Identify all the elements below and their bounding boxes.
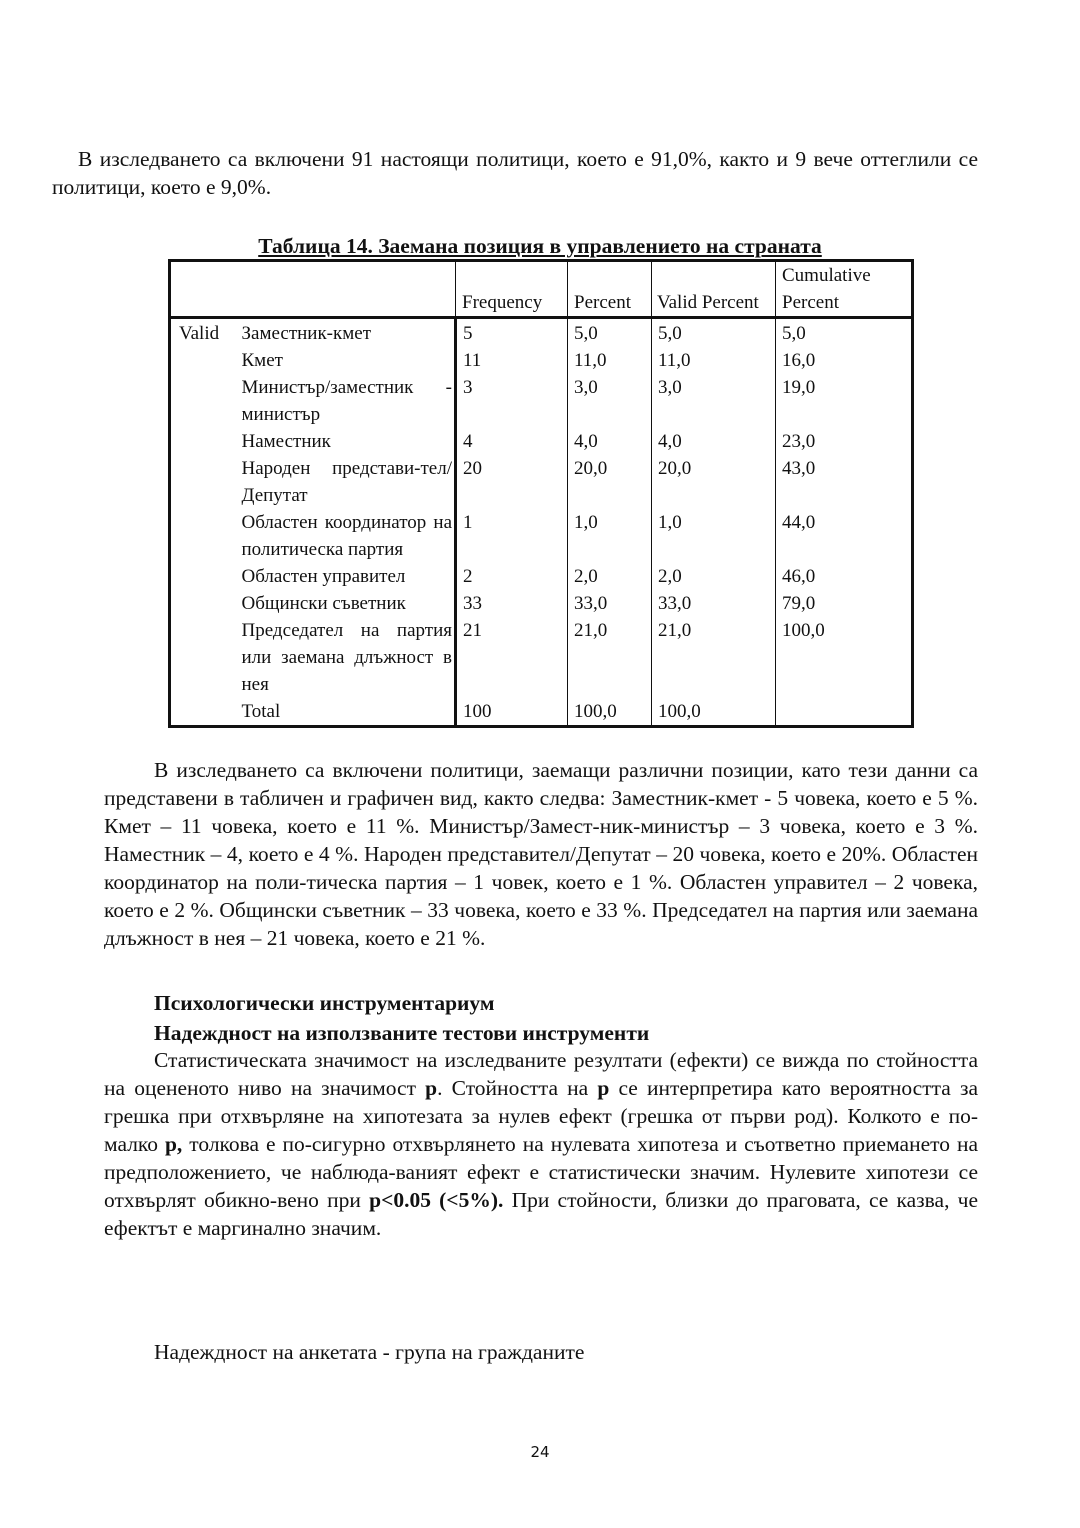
row-label-cell: Наместник [241,431,331,452]
table-row [170,428,913,455]
group-label-cell [170,347,238,374]
row-label-cell: Общински съветник [241,593,406,614]
frequency-cell: 1 [456,509,568,563]
total-percent-cell: 100,0 [568,698,652,727]
group-label-cell [170,428,238,455]
row-label-cell: Кмет [241,350,283,371]
percent-cell: 4,0 [568,428,652,455]
group-label-cell: Valid [179,323,220,344]
cumulative-cell: 46,0 [776,563,913,590]
cumulative-cell: 79,0 [776,590,913,617]
percent-cell: 5,0 [568,318,652,348]
total-frequency-cell: 100 [456,698,568,727]
heading-reliability: Надеждност на използваните тестови инструменти [154,1021,650,1045]
cumulative-cell: 23,0 [776,428,913,455]
percent-cell: 33,0 [568,590,652,617]
header-frequency: Frequency [456,261,568,318]
header-percent: Percent [568,261,652,318]
cumulative-cell: 44,0 [776,509,913,563]
intro-paragraph: В изследването са включени 91 настоящи политици, което е 91,0%, както и 9 вече оттеглили се политици, което е 9,0%. [52,147,978,199]
group-label-cell [170,563,238,590]
valid-percent-cell: 1,0 [652,509,776,563]
bold-run: p, [164,1132,183,1156]
bold-run: p [425,1076,438,1100]
cumulative-cell: 16,0 [776,347,913,374]
table-row [170,617,913,698]
group-label-cell [170,617,238,698]
total-cumulative-cell [776,698,913,727]
cumulative-cell: 43,0 [776,455,913,509]
text-run: толкова е по-сигурно отхвърлянето на нулевата хипотеза и съответно приемането на предположението, че наблюда-ваният ефект е статистически значим. Нулевите хипотези се отхвърлят обикно-вено при [104,1132,978,1212]
cumulative-cell: 5,0 [776,318,913,348]
frequency-cell: 4 [456,428,568,455]
survey-reliability-line: Надеждност на анкетата - група на гражданите [154,1340,585,1364]
valid-percent-cell: 21,0 [652,617,776,698]
header-blank-cell [170,261,456,318]
table-caption: Таблица 14. Заемана позиция в управлението на страната [258,234,822,258]
summary-paragraph: В изследването са включени политици, заемащи различни позиции, като тези данни са представени в табличен и графичен вид, както следва: Заместник-кмет - 5 човека, което е 5 %. Кмет – 11 човека, което е 11 %. Министър/Замест-ник-министър – 3 човека, което е 3 %. Наместник – 4, което е 4 %. Народен представител/Депутат – 20 човека, което е 20%. Областен координатор на поли-тическа партия – 1 човек, което е 1 %. Областен управител – 2 човека, което е 2 %. Общински съветник – 33 човека, което е 33 %. Председател на партия или заемана длъжност в нея – 21 човека, което е 21 %. [104,758,978,950]
text-run: . Стойността на [437,1076,598,1100]
page-number: 24 [530,1443,550,1461]
frequency-cell: 11 [456,347,568,374]
table-row [170,318,913,348]
row-label-cell: Народен представи-тел/Депутат [241,458,452,506]
text-run: При стойности, близки до праговата, се казва, че ефектът е маргинално значим. [104,1188,979,1240]
header-valid-percent: Valid Percent [652,261,776,318]
frequency-cell: 5 [456,318,568,348]
table-row [170,347,913,374]
percent-cell: 2,0 [568,563,652,590]
table-row [170,455,913,509]
header-cumulative-percent: Cumulative Percent [776,261,913,318]
table-header-row [170,261,913,318]
total-label-cell: Total [241,701,281,722]
frequency-cell: 33 [456,590,568,617]
percent-cell: 21,0 [568,617,652,698]
valid-percent-cell: 33,0 [652,590,776,617]
group-label-cell [170,509,238,563]
row-label-cell: Областен управител [241,566,406,587]
percent-cell: 3,0 [568,374,652,428]
row-label-cell: Председател на партия или заемана длъжност в нея [241,620,452,695]
valid-percent-cell: 3,0 [652,374,776,428]
frequency-cell: 21 [456,617,568,698]
valid-percent-cell: 5,0 [652,318,776,348]
frequency-cell: 2 [456,563,568,590]
heading-psychological-instruments: Психологически инструментариум [154,991,495,1015]
total-valid-percent-cell: 100,0 [652,698,776,727]
table-row [170,590,913,617]
row-label-cell: Министър/заместник - министър [241,377,452,425]
table-row [170,374,913,428]
cumulative-cell: 19,0 [776,374,913,428]
bold-run: p [597,1076,610,1100]
valid-percent-cell: 11,0 [652,347,776,374]
text-run: се интерпретира като вероятността за грешка при отхвърляне на хипотезата за нулев ефект (грешка от първи род). Колкото е по-малко [104,1076,979,1156]
frequency-cell: 20 [456,455,568,509]
valid-percent-cell: 20,0 [652,455,776,509]
cumulative-cell: 100,0 [776,617,913,698]
frequency-cell: 3 [456,374,568,428]
group-label-cell [170,455,238,509]
table-row [170,509,913,563]
table-row [170,563,913,590]
valid-percent-cell: 2,0 [652,563,776,590]
group-label-cell [170,374,238,428]
percent-cell: 11,0 [568,347,652,374]
text-run: Статистическата значимост на изследваните резултати (ефекти) се вижда по стойността на оцененото ниво на значимост [104,1048,978,1100]
group-label-cell [170,698,238,727]
percent-cell: 1,0 [568,509,652,563]
percent-cell: 20,0 [568,455,652,509]
group-label-cell [170,590,238,617]
row-label-cell: Областен координатор на политическа партия [241,512,452,560]
bold-run: p<0.05 (<5%). [369,1188,504,1212]
significance-paragraph [104,1046,978,1242]
row-label-cell: Заместник-кмет [241,323,372,344]
valid-percent-cell: 4,0 [652,428,776,455]
table-total-row [170,698,913,727]
frequency-table [168,259,914,728]
